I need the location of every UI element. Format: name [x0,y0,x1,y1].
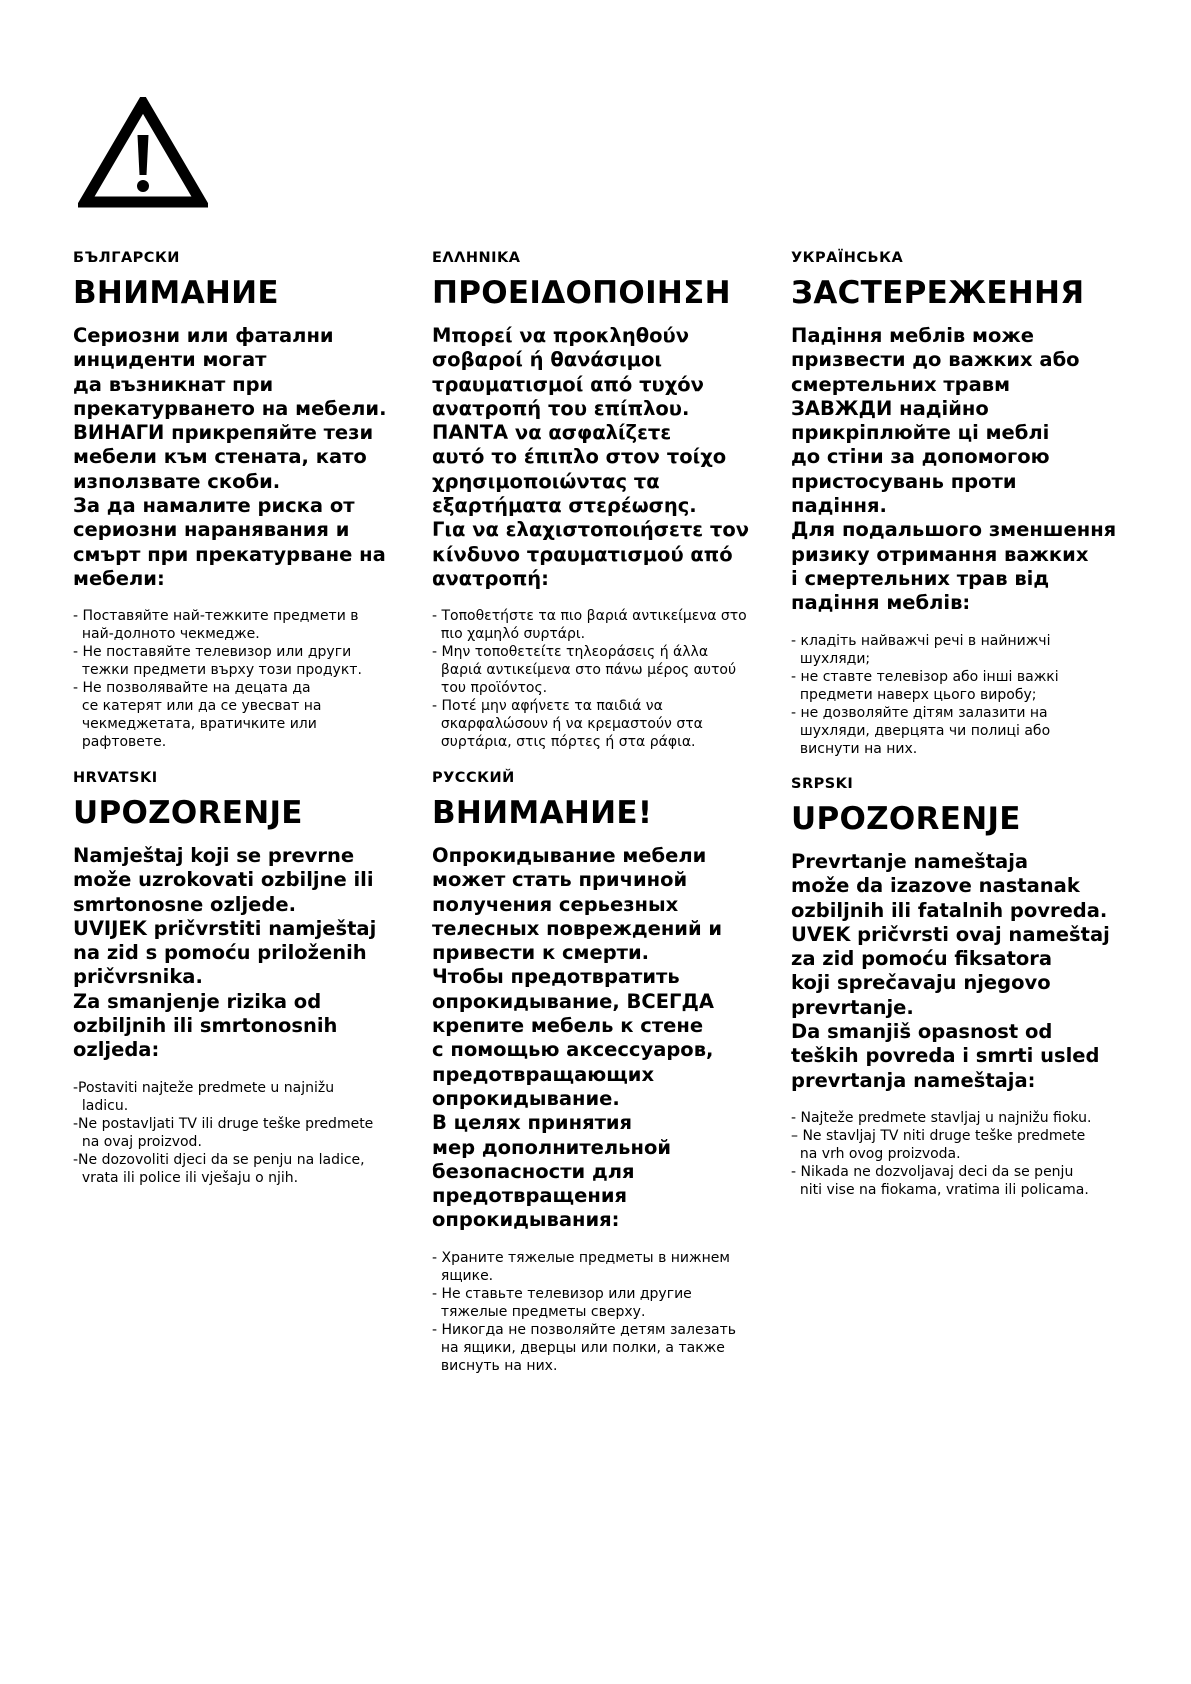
text-line: - Никогда не позволяйте детям залезать [432,1321,736,1338]
text-line: κίνδυνο τραυματισμού από [432,542,733,566]
text-line: предотвращения [432,1184,627,1208]
text-line: UVEK pričvrsti ovaj nameštaj [791,922,1110,946]
warning-title: UPOZORENJE [73,795,303,831]
text-line: na zid s pomoću priloženih [73,941,367,965]
warning-title: UPOZORENJE [791,801,1021,837]
section-russian [432,769,782,1375]
text-line: - Ποτέ μην αφήνετε τα παιδιά να [432,698,663,715]
text-line: σκαρφαλώσουν ή να κρεμαστούν στα [432,716,703,733]
instruction-list [432,1249,782,1375]
text-line: UVIJEK pričvrstiti namještaj [73,916,377,940]
text-line: използвате скоби. [73,469,281,493]
text-line: -Postaviti najteže predmete u najnižu [73,1079,335,1096]
text-line: ανατροπή του επίπλου. [432,396,690,420]
text-line: βαριά αντικείμενα στο πάνω μέρος αυτού [432,662,737,679]
instruction-list [73,1079,423,1187]
instruction-list [73,607,423,751]
language-label: HRVATSKI [73,770,158,786]
text-line: - Храните тяжелые предметы в нижнем [432,1249,730,1266]
text-line: σοβαροί ή θανάσιμοι [432,348,662,372]
text-line: niti vise na fiokama, vratima ili policama. [791,1181,1089,1198]
section-serbian [791,775,1141,1199]
text-line: συρτάρια, στις πόρτες ή στα ράφια. [432,734,696,751]
text-line: ανατροπή: [432,566,549,590]
text-line: ladicu. [73,1097,129,1114]
text-line: ящике. [432,1267,494,1284]
text-line: Da smanjiš opasnost od [791,1020,1053,1044]
text-line: može da izazove nastanak [791,874,1080,898]
text-line: крепите мебель к стене [432,1014,704,1038]
text-line: і смертельних трав від [791,566,1050,590]
text-line: ozljeda: [73,1038,160,1062]
text-line: мер дополнительной [432,1135,672,1159]
text-line: Namještaj koji se prevrne [73,844,355,867]
text-line: na vrh ovog proizvoda. [791,1145,961,1162]
text-line: получения серьезных [432,892,679,916]
text-line: безопасности для [432,1159,635,1183]
warning-text [73,844,423,1063]
text-line: прикріплюйте ці меблі [791,421,1050,445]
text-line: шухляди, дверцята чи полиці або [791,722,1051,739]
text-line: – Ne stavljaj TV niti druge teške predmete [791,1127,1086,1144]
text-line: инциденти могат [73,348,267,372]
text-line: prevrtanja nameštaja: [791,1068,1036,1092]
text-line: - Поставяйте най-тежките предмети в [73,608,359,625]
text-line: του προϊόντος. [432,680,548,697]
section-greek [432,249,782,751]
text-line: prevrtanje. [791,995,914,1019]
text-line: πιο χαμηλό συρτάρι. [432,626,586,643]
text-line: сериозни наранявания и [73,518,350,542]
text-line: с помощью аксессуаров, [432,1038,714,1062]
text-line: ozbiljnih ili fatalnih povreda. [791,898,1108,922]
language-label: SRPSKI [791,776,854,792]
text-line: ЗАВЖДИ надійно [791,396,989,420]
text-line: привести к смерти. [432,941,650,965]
warning-title: ВНИМАНИЕ! [432,795,653,831]
text-line: падіння меблів: [791,591,971,615]
text-line: - Nikada ne dozvoljavaj deci da se penju [791,1163,1074,1180]
text-line: - кладіть найважчі речі в найнижчі [791,632,1051,649]
warning-title: ЗАСТЕРЕЖЕННЯ [791,275,1085,311]
text-line: Сериозни или фатални [73,324,334,347]
text-line: χρησιμοποιώντας τα [432,469,660,493]
warning-triangle-icon [78,97,208,209]
text-line: - не ставте телевізор або інші важкі [791,668,1059,685]
text-line: За да намалите риска от [73,494,355,518]
section-ukrainian [791,249,1141,758]
text-line: ВИНАГИ прикрепяйте тези [73,421,374,445]
text-line: smrtonosne ozljede. [73,892,296,916]
text-line: на ящики, дверцы или полки, а также [432,1339,725,1356]
warning-text [432,844,782,1233]
text-line: -Ne dozovoliti djeci da se penju na ladice, [73,1151,365,1168]
text-line: - не дозволяйте дітям залазити на [791,704,1048,721]
text-line: падіння. [791,494,887,518]
text-line: za zid pomoću fiksatora [791,947,1053,971]
text-line: Για να ελαχιστοποιήσετε τον [432,518,750,542]
text-line: мебели: [73,566,165,590]
text-line: тяжелые предметы сверху. [432,1303,646,1320]
language-label: ΕΛΛΗΝΙΚΑ [432,250,521,266]
text-line: се катерят или да се увесват на [73,698,322,715]
instruction-list [791,632,1141,758]
text-line: до стіни за допомогою [791,445,1050,469]
text-line: В целях принятия [432,1111,633,1135]
text-line: - Τοποθετήστε τα πιο βαριά αντικείμενα στο [432,608,747,625]
section-croatian [73,769,423,1187]
text-line: Падіння меблів може [791,324,1035,347]
instruction-list [791,1109,1141,1199]
text-line: пристосувань проти [791,469,1017,493]
text-line: τραυματισμοί από τυχόν [432,372,704,396]
text-line: - Najteže predmete stavljaj u najnižu fioku. [791,1109,1092,1126]
text-line: мебели към стената, като [73,445,367,469]
text-line: - Не поставяйте телевизор или други [73,644,352,661]
text-line: ΠΑΝΤΑ να ασφαλίζετε [432,421,672,445]
text-line: ризику отримання важких [791,542,1089,566]
warning-title: ВНИМАНИЕ [73,275,279,311]
warning-text [791,324,1141,616]
text-line: опрокидывание. [432,1086,620,1110]
text-line: pričvrsnika. [73,965,203,989]
text-line: най-долното чекмедже. [73,626,260,643]
instruction-list [432,607,782,751]
language-label: РУССКИЙ [432,770,515,786]
text-line: да възникнат при [73,372,274,396]
text-line: призвести до важких або [791,348,1080,372]
text-line: опрокидывания: [432,1208,620,1232]
text-line: предмети наверх цього виробу; [791,686,1037,703]
text-line: рафтовете. [73,734,167,751]
warning-title: ΠΡΟΕΙΔΟΠΟΙΗΣΗ [432,275,731,311]
text-line: Μπορεί να προκληθούν [432,324,689,347]
text-line: teških povreda i smrti usled [791,1044,1100,1068]
warning-text [791,850,1141,1093]
warning-text [432,324,782,591]
warning-text [73,324,423,591]
text-line: смертельних травм [791,372,1011,396]
text-line: может стать причиной [432,868,688,892]
text-line: Для подальшого зменшення [791,518,1117,542]
text-line: предотвращающих [432,1062,655,1086]
text-line: телесных повреждений и [432,916,723,940]
text-line: Za smanjenje rizika od [73,989,322,1013]
text-line: опрокидывание, ВСЕГДА [432,989,714,1013]
text-line: može uzrokovati ozbiljne ili [73,868,374,892]
text-line: vrata ili police ili vješaju o njih. [73,1169,299,1186]
text-line: тежки предмети върху този продукт. [73,662,362,679]
text-line: виснути на них. [791,740,918,757]
text-line: - Μην τοποθετείτε τηλεοράσεις ή άλλα [432,644,709,661]
text-line: шухляди; [791,650,871,667]
text-line: Опрокидывание мебели [432,844,707,867]
text-line: ozbiljnih ili smrtonosnih [73,1014,338,1038]
text-line: na ovaj proizvod. [73,1133,202,1150]
text-line: прекатурването на мебели. [73,396,387,420]
text-line: смърт при прекатурване на [73,542,386,566]
text-line: koji sprečavaju njegovo [791,971,1051,995]
text-line: - Не ставьте телевизор или другие [432,1285,692,1302]
text-line: - Не позволявайте на децата да [73,680,311,697]
text-line: αυτό το έπιπλο στον τοίχο [432,445,727,469]
text-line: Prevrtanje nameštaja [791,850,1029,873]
section-bulgarian [73,249,423,751]
language-label: УКРАЇНСЬКА [791,250,904,266]
text-line: Чтобы предотвратить [432,965,680,989]
text-line: -Ne postavljati TV ili druge teške predmete [73,1115,374,1132]
text-line: εξαρτήματα στερέωσης. [432,494,697,518]
text-line: чекмеджетата, вратичките или [73,716,317,733]
text-line: виснуть на них. [432,1357,558,1374]
language-label: БЪЛГАРСКИ [73,250,180,266]
